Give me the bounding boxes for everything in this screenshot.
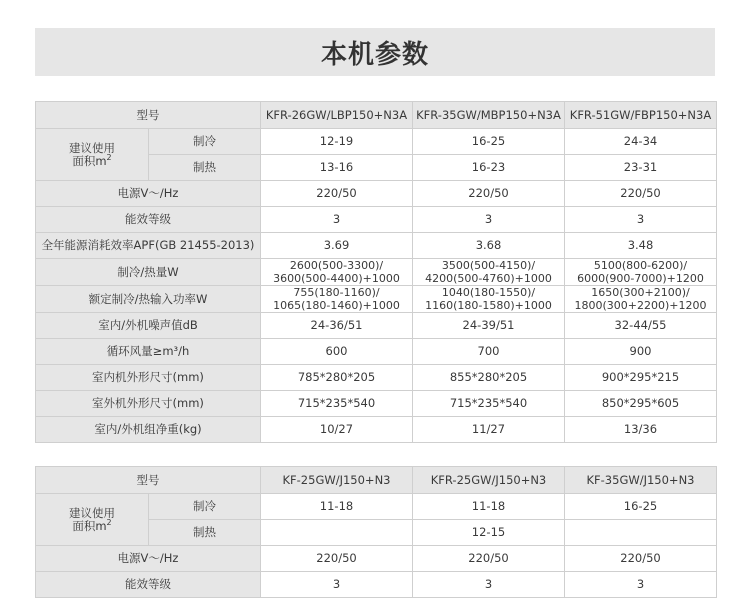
cooling-label: 制冷 bbox=[149, 129, 261, 155]
row-value: 900 bbox=[565, 339, 717, 365]
area-label-sup: 2 bbox=[106, 517, 112, 527]
heating-area-value: 12-15 bbox=[413, 520, 565, 546]
spec-row bbox=[36, 546, 717, 572]
row-value: 220/50 bbox=[413, 181, 565, 207]
area-label-line2: 面积$m^2$ bbox=[72, 517, 112, 533]
spec-row bbox=[36, 207, 717, 233]
row-value: 3 bbox=[261, 572, 413, 598]
row-value: 32-44/55 bbox=[565, 313, 717, 339]
row-value: 855*280*205 bbox=[413, 365, 565, 391]
cooling-area-value: 11-18 bbox=[261, 494, 413, 520]
cooling-label: 制冷 bbox=[149, 494, 261, 520]
row-label: 全年能源消耗效率APF(GB 21455-2013) bbox=[36, 233, 261, 259]
row-value: 3.48 bbox=[565, 233, 717, 259]
row-value: 850*295*605 bbox=[565, 391, 717, 417]
heating-area-value: 23-31 bbox=[565, 155, 717, 181]
row-value: 24-39/51 bbox=[413, 313, 565, 339]
model-label: 型号 bbox=[36, 467, 261, 494]
row-value: 3.68 bbox=[413, 233, 565, 259]
row-label: 电源V～/Hz bbox=[36, 181, 261, 207]
row-label: 室内/外机组净重(kg) bbox=[36, 417, 261, 443]
spec-row bbox=[36, 181, 717, 207]
cooling-area-value: 16-25 bbox=[565, 494, 717, 520]
cell-line: 3600(500-4400)+1000 bbox=[273, 272, 400, 285]
page-title-bar bbox=[35, 28, 715, 76]
cell-line: 1800(300+2200)+1200 bbox=[574, 299, 707, 312]
heating-area-value bbox=[565, 520, 717, 546]
spec-table-1 bbox=[35, 101, 717, 443]
row-value: 3 bbox=[413, 207, 565, 233]
row-value bbox=[413, 259, 565, 286]
model-name: KFR-51GW/FBP150+N3A bbox=[565, 102, 717, 129]
row-value: 3 bbox=[261, 207, 413, 233]
row-value: 11/27 bbox=[413, 417, 565, 443]
spec-table-2 bbox=[35, 466, 717, 598]
row-value: 24-36/51 bbox=[261, 313, 413, 339]
row-label: 室外机外形尺寸(mm) bbox=[36, 391, 261, 417]
heating-label: 制热 bbox=[149, 520, 261, 546]
spec-row bbox=[36, 233, 717, 259]
row-label: 能效等级 bbox=[36, 572, 261, 598]
row-value: 715*235*540 bbox=[261, 391, 413, 417]
cooling-area-value: 11-18 bbox=[413, 494, 565, 520]
row-label: 室内/外机噪声值dB bbox=[36, 313, 261, 339]
area-label-line1: 建议使用 bbox=[69, 505, 115, 520]
row-value: 785*280*205 bbox=[261, 365, 413, 391]
row-value: 900*295*215 bbox=[565, 365, 717, 391]
spec-row bbox=[36, 339, 717, 365]
area-cooling-row bbox=[36, 494, 717, 520]
row-label: 能效等级 bbox=[36, 207, 261, 233]
area-label-line1: 建议使用 bbox=[69, 140, 115, 155]
cell-line: 3500(500-4150)/ bbox=[441, 259, 536, 272]
cooling-area-value: 24-34 bbox=[565, 129, 717, 155]
model-name: KF-35GW/J150+N3 bbox=[565, 467, 717, 494]
spec-row bbox=[36, 286, 717, 313]
spec-row bbox=[36, 313, 717, 339]
cell-line: 1650(300+2100)/ bbox=[591, 286, 690, 299]
row-value bbox=[261, 286, 413, 313]
area-label-line2: 面积$m^2$ bbox=[72, 152, 112, 168]
cooling-area-value: 12-19 bbox=[261, 129, 413, 155]
row-label: 循环风量≥m³/h bbox=[36, 339, 261, 365]
heating-area-value: 13-16 bbox=[261, 155, 413, 181]
heating-label: 制热 bbox=[149, 155, 261, 181]
row-label: 额定制冷/热输入功率W bbox=[36, 286, 261, 313]
row-value: 3 bbox=[413, 572, 565, 598]
row-label: 电源V～/Hz bbox=[36, 546, 261, 572]
cell-line: 5100(800-6200)/ bbox=[593, 259, 688, 272]
row-value: 220/50 bbox=[565, 546, 717, 572]
spec-row bbox=[36, 259, 717, 286]
cell-line: 755(180-1160)/ bbox=[293, 286, 380, 299]
cell-line: 4200(500-4760)+1000 bbox=[425, 272, 552, 285]
row-value: 220/50 bbox=[261, 181, 413, 207]
row-value bbox=[261, 259, 413, 286]
row-value: 220/50 bbox=[261, 546, 413, 572]
spec-row bbox=[36, 417, 717, 443]
row-value: 13/36 bbox=[565, 417, 717, 443]
row-value: 3 bbox=[565, 207, 717, 233]
cell-line: 2600(500-3300)/ bbox=[289, 259, 384, 272]
row-value: 700 bbox=[413, 339, 565, 365]
row-value bbox=[565, 286, 717, 313]
model-name: KFR-26GW/LBP150+N3A bbox=[261, 102, 413, 129]
spec-row bbox=[36, 391, 717, 417]
row-value: 3.69 bbox=[261, 233, 413, 259]
cell-line: 1065(180-1460)+1000 bbox=[273, 299, 400, 312]
row-value: 220/50 bbox=[413, 546, 565, 572]
spec-row bbox=[36, 365, 717, 391]
heating-area-value: 16-23 bbox=[413, 155, 565, 181]
cell-line: 6000(900-7000)+1200 bbox=[577, 272, 704, 285]
header-row bbox=[36, 102, 717, 129]
row-label: 制冷/热量W bbox=[36, 259, 261, 286]
cell-line: 1040(180-1550)/ bbox=[441, 286, 536, 299]
model-name: KF-25GW/J150+N3 bbox=[261, 467, 413, 494]
area-label-sup: 2 bbox=[106, 152, 112, 162]
model-name: KFR-25GW/J150+N3 bbox=[413, 467, 565, 494]
row-value bbox=[413, 286, 565, 313]
row-label: 室内机外形尺寸(mm) bbox=[36, 365, 261, 391]
cell-line: 1160(180-1580)+1000 bbox=[425, 299, 552, 312]
model-label: 型号 bbox=[36, 102, 261, 129]
row-value: 600 bbox=[261, 339, 413, 365]
row-value: 3 bbox=[565, 572, 717, 598]
area-cooling-row bbox=[36, 129, 717, 155]
row-value bbox=[565, 259, 717, 286]
header-row bbox=[36, 467, 717, 494]
row-value: 10/27 bbox=[261, 417, 413, 443]
model-name: KFR-35GW/MBP150+N3A bbox=[413, 102, 565, 129]
page-title: 本机参数 bbox=[320, 39, 429, 70]
row-value: 220/50 bbox=[565, 181, 717, 207]
area-label bbox=[36, 129, 149, 181]
row-value: 715*235*540 bbox=[413, 391, 565, 417]
area-label bbox=[36, 494, 149, 546]
spec-row bbox=[36, 572, 717, 598]
heating-area-value bbox=[261, 520, 413, 546]
cooling-area-value: 16-25 bbox=[413, 129, 565, 155]
